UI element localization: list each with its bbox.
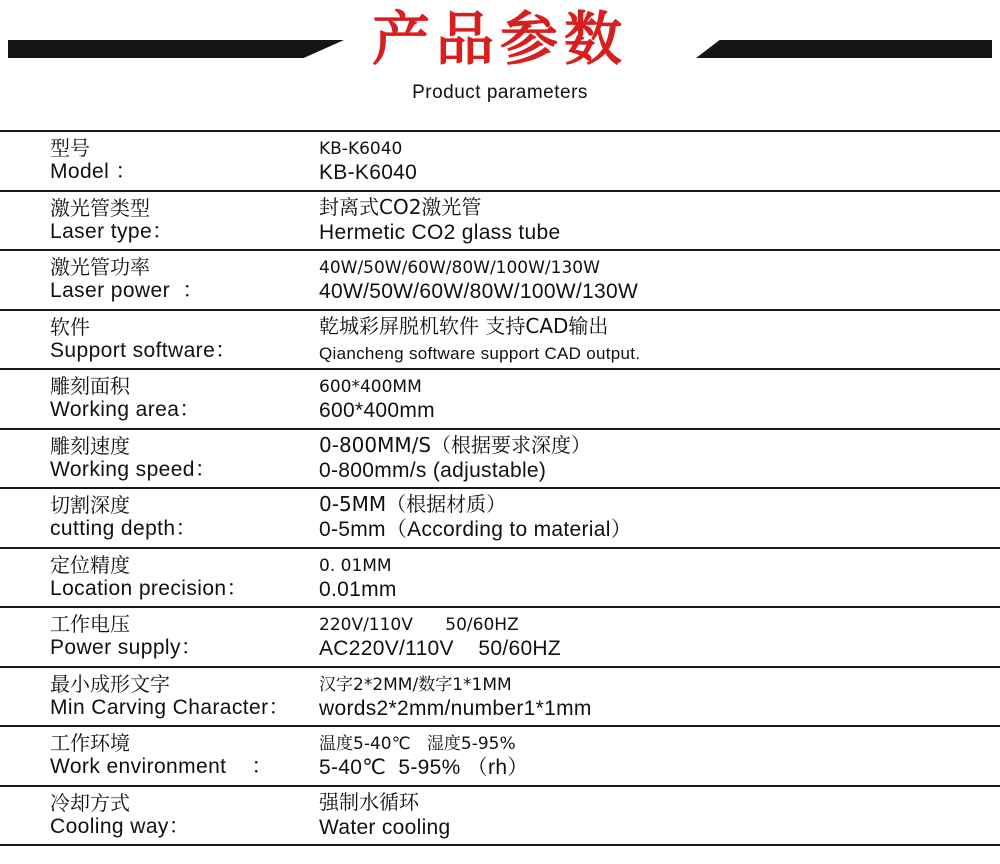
value-zh: 封离式CO2激光管 (319, 194, 482, 219)
parameters-table (0, 130, 1000, 846)
value-en: words2*2mm/number1*1mm (319, 696, 592, 720)
label-zh: 切割深度 (50, 493, 130, 517)
value-zh: 0-800MM/S（根据要求深度） (319, 432, 592, 457)
value-en: 5-40℃ 5-95% （rh） (319, 756, 529, 779)
label-zh: 雕刻面积 (50, 374, 130, 398)
label-zh: 冷却方式 (50, 790, 130, 815)
table-row (0, 309, 1000, 369)
page-title: 产品参数 (371, 5, 628, 73)
table-row (0, 606, 1000, 666)
value-zh: KB-K6040 (319, 139, 403, 159)
label-zh: 工作电压 (50, 612, 130, 636)
label-zh: 激光管功率 (50, 255, 150, 279)
table-row (0, 368, 1000, 428)
label-en: Cooling way： (50, 814, 191, 838)
value-zh: 强制水循环 (319, 789, 419, 814)
label-en: Working area： (50, 398, 201, 421)
value-en: Qiancheng software support CAD output. (319, 343, 641, 363)
value-en: 40W/50W/60W/80W/100W/130W (319, 280, 639, 303)
label-zh: 软件 (50, 314, 90, 339)
page-header (0, 0, 1000, 125)
label-en: Power supply： (50, 636, 203, 659)
label-en: Work environment ： (50, 755, 273, 778)
value-en: Water cooling (319, 815, 451, 839)
label-en: cutting depth： (50, 517, 197, 540)
value-en: 600*400mm (319, 399, 435, 422)
table-row (0, 130, 1000, 190)
label-zh: 定位精度 (50, 552, 130, 577)
value-zh: 600*400MM (319, 377, 422, 397)
page-subtitle: Product parameters (412, 82, 588, 103)
label-zh: 最小成形文字 (50, 671, 170, 696)
label-zh: 雕刻速度 (50, 433, 130, 458)
table-row (0, 666, 1000, 726)
label-en: Model ： (50, 160, 137, 183)
label-zh: 工作环境 (50, 731, 130, 755)
table-row (0, 428, 1000, 488)
table-row (0, 785, 1000, 847)
value-en: Hermetic CO2 glass tube (319, 220, 561, 244)
table-row (0, 487, 1000, 547)
label-en: Laser power ： (50, 279, 204, 302)
value-zh: 0. 01MM (319, 555, 392, 576)
value-en: 0.01mm (319, 577, 397, 601)
label-zh: 型号 (50, 136, 90, 160)
value-en: 0-800mm/s (adjustable) (319, 458, 547, 482)
value-zh: 乾城彩屏脱机软件 支持CAD输出 (319, 313, 609, 338)
table-row (0, 547, 1000, 607)
value-en: AC220V/110V 50/60HZ (319, 637, 562, 660)
value-en: KB-K6040 (319, 161, 418, 184)
label-en: Working speed： (50, 457, 217, 481)
value-en: 0-5mm（According to material） (319, 518, 632, 541)
value-zh: 40W/50W/60W/80W/100W/130W (319, 258, 600, 278)
value-zh: 0-5MM（根据材质） (319, 492, 507, 516)
table-row (0, 725, 1000, 785)
table-row (0, 249, 1000, 309)
value-zh: 220V/110V 50/60HZ (319, 615, 519, 635)
value-zh: 汉字2*2MM/数字1*1MM (319, 674, 512, 695)
value-zh: 温度5-40℃ 湿度5-95% (319, 734, 516, 754)
label-zh: 激光管类型 (50, 195, 150, 220)
label-en: Location precision： (50, 576, 248, 600)
label-en: Laser type： (50, 219, 174, 243)
label-en: Support software： (50, 338, 237, 362)
label-en: Min Carving Character： (50, 695, 290, 719)
table-row (0, 190, 1000, 250)
